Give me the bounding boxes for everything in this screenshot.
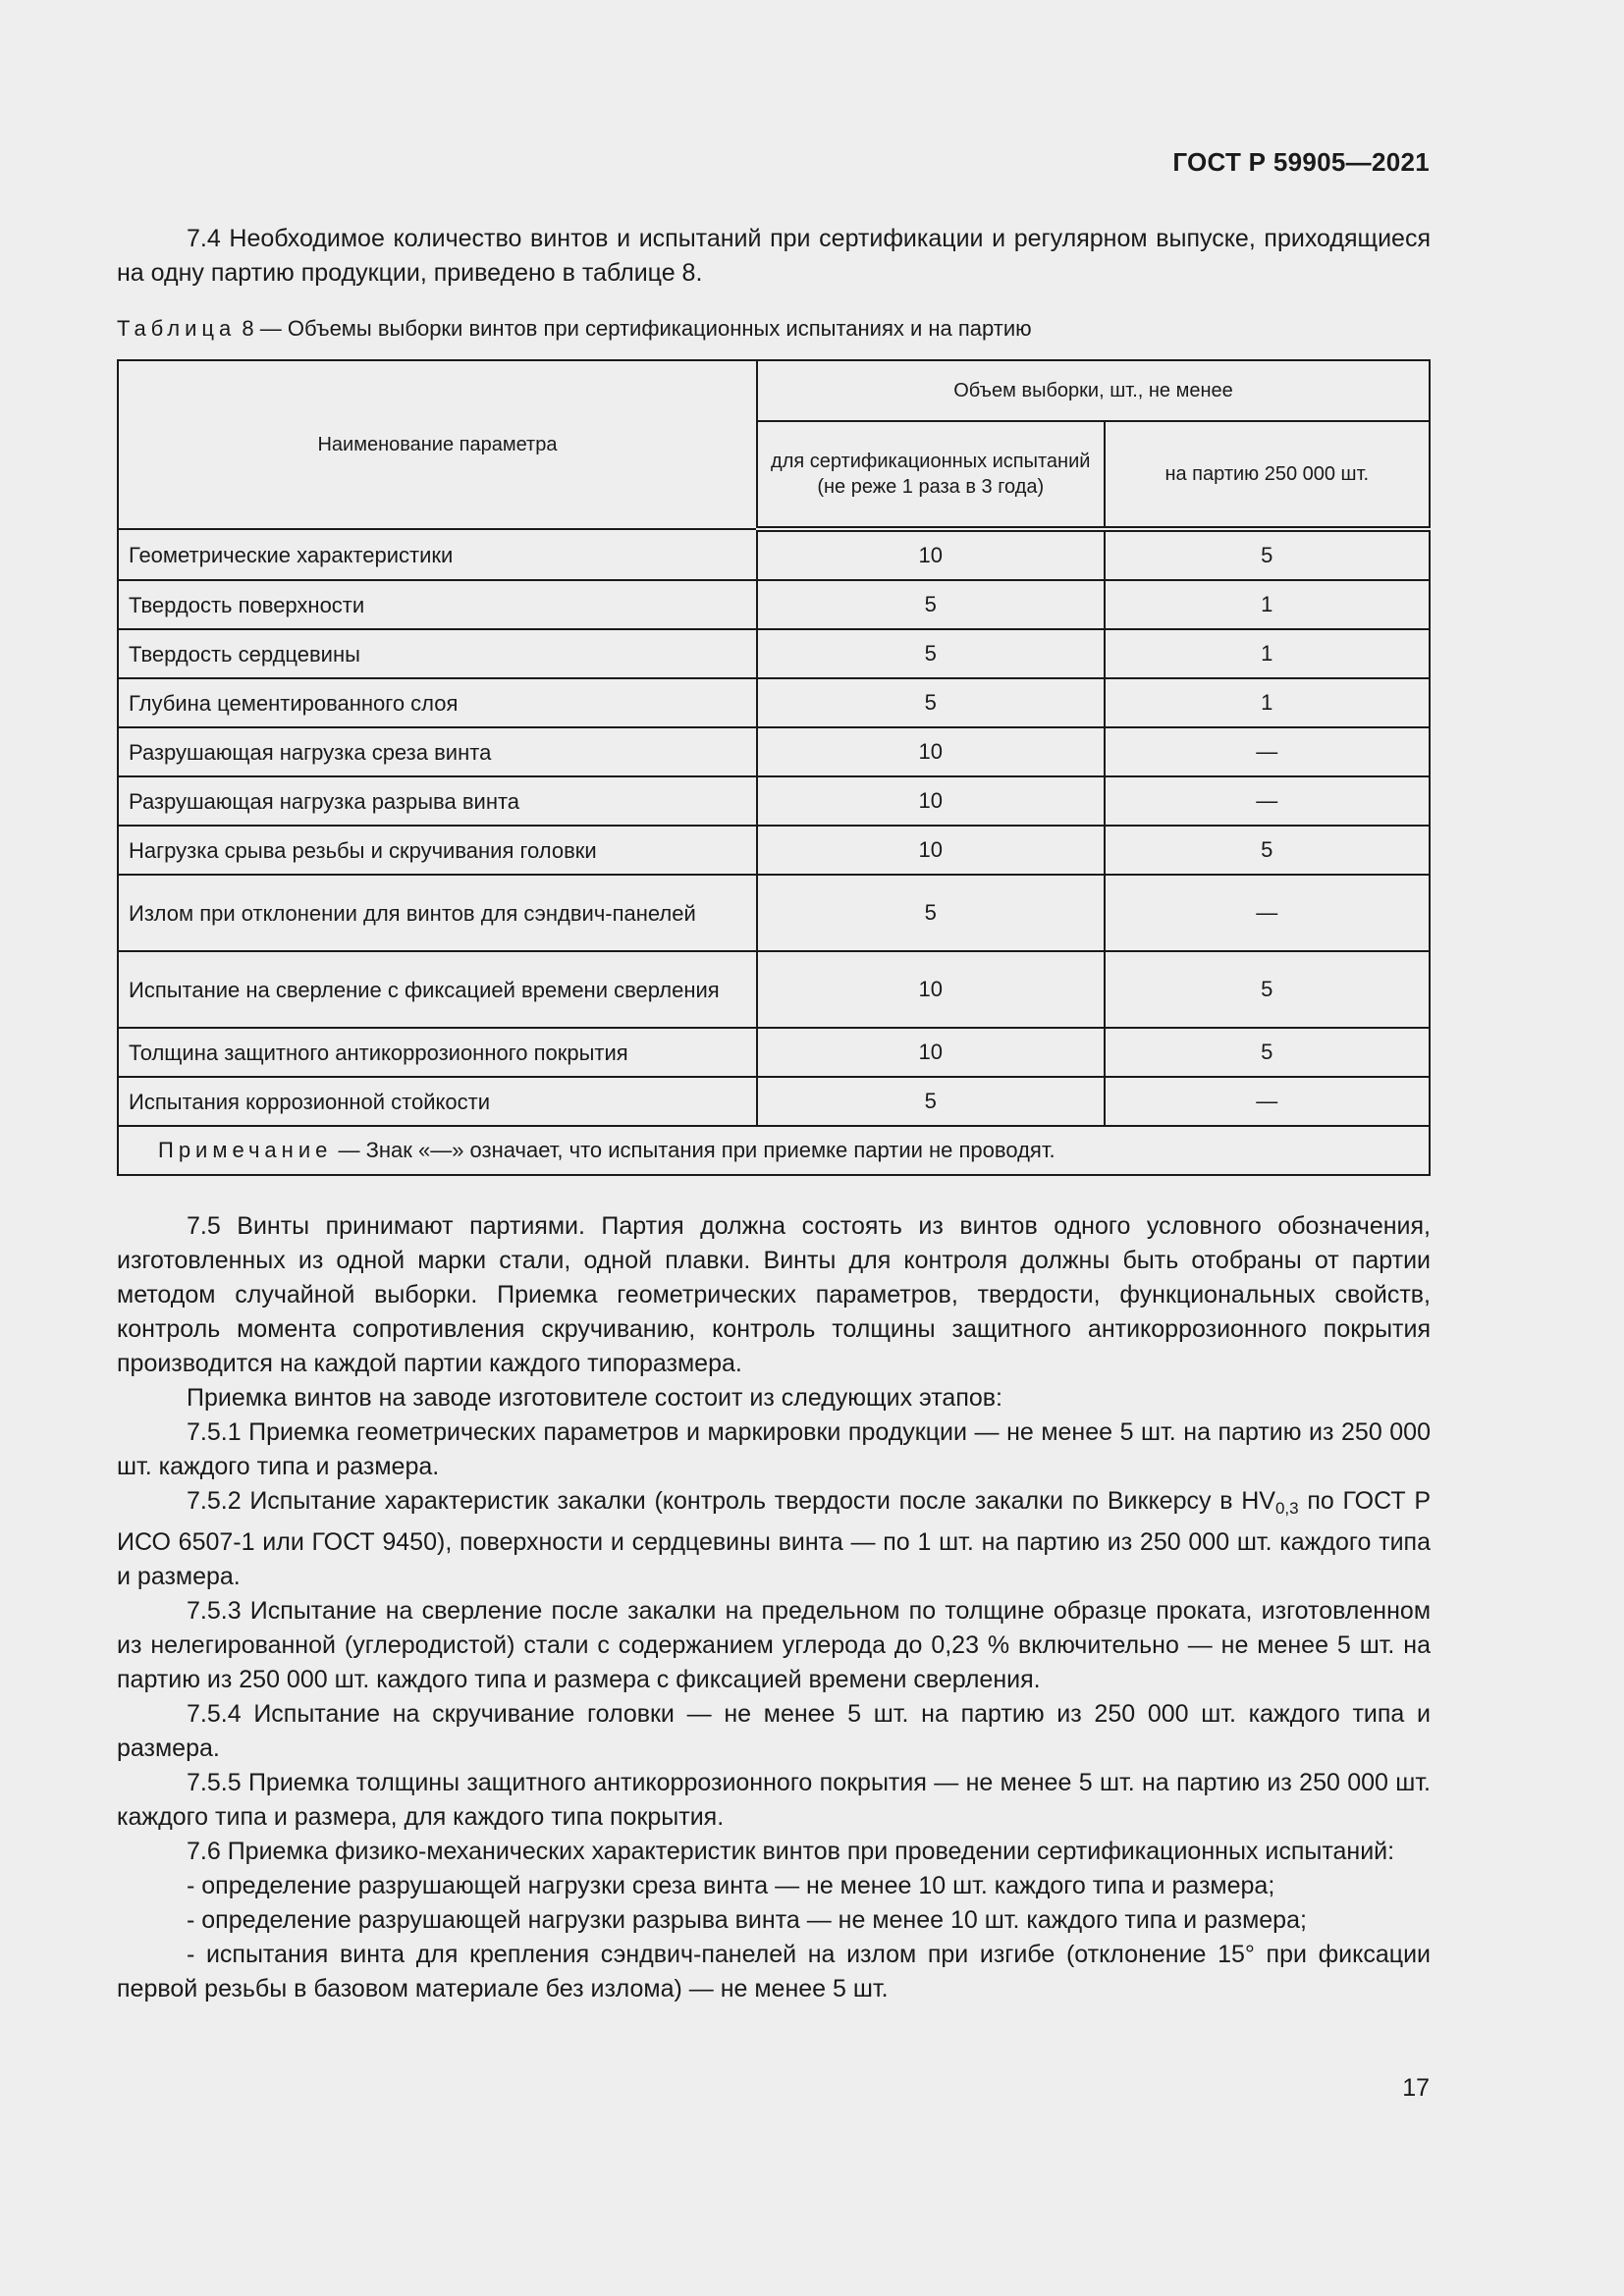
row-name: Твердость поверхности — [118, 580, 757, 629]
table-caption-label: Таблица — [117, 316, 237, 341]
table-row — [118, 776, 1430, 826]
row-cert-value: 10 — [757, 1028, 1105, 1077]
table-row — [118, 1077, 1430, 1126]
table-row — [118, 875, 1430, 951]
row-batch-value: 1 — [1105, 629, 1430, 678]
table-row — [118, 826, 1430, 875]
row-batch-value: 5 — [1105, 826, 1430, 875]
sample-size-table — [117, 359, 1431, 1176]
row-batch-value: — — [1105, 727, 1430, 776]
row-batch-value: 5 — [1105, 1028, 1430, 1077]
row-cert-value: 5 — [757, 580, 1105, 629]
row-cert-value: 5 — [757, 875, 1105, 951]
row-name: Глубина цементированного слоя — [118, 678, 757, 727]
row-name: Нагрузка срыва резьбы и скручивания головки — [118, 826, 757, 875]
table-row — [118, 580, 1430, 629]
note-text: — Знак «—» означает, что испытания при приемке партии не проводят. — [332, 1138, 1056, 1162]
row-name: Испытание на сверление с фиксацией времени сверления — [118, 951, 757, 1028]
table-caption-text: 8 — Объемы выборки винтов при сертификационных испытаниях и на партию — [236, 316, 1032, 341]
table-row — [118, 529, 1430, 580]
row-name: Геометрические характеристики — [118, 529, 757, 580]
row-cert-value: 10 — [757, 776, 1105, 826]
row-cert-value: 10 — [757, 529, 1105, 580]
intro-section — [117, 222, 1431, 291]
row-name: Испытания коррозионной стойкости — [118, 1077, 757, 1126]
table-row — [118, 678, 1430, 727]
table-row — [118, 727, 1430, 776]
list-item: - испытания винта для крепления сэндвич-панелей на излом при изгибе (отклонение 15° при фиксации первой резьбы в базовом материале без излома) — не менее 5 шт. — [117, 1941, 1431, 2002]
note-label: Примечание — [158, 1138, 333, 1162]
paragraph-7-5-5: 7.5.5 Приемка толщины защитного антикоррозионного покрытия — не менее 5 шт. на партию из 250 000 шт. каждого типа и размера, для каждого типа покрытия. — [117, 1769, 1431, 1831]
row-name: Разрушающая нагрузка разрыва винта — [118, 776, 757, 826]
paragraph-stages: Приемка винтов на заводе изготовителе состоит из следующих этапов: — [187, 1384, 1002, 1412]
row-batch-value: — — [1105, 875, 1430, 951]
table-note-row — [118, 1126, 1430, 1175]
hv-subscript: 0,3 — [1274, 1499, 1299, 1518]
header-sample-size: Объем выборки, шт., не менее — [757, 360, 1430, 421]
row-cert-value: 10 — [757, 727, 1105, 776]
paragraph-7-5-2 — [117, 1484, 1431, 1594]
table-caption — [117, 316, 1032, 342]
paragraph-7-5: 7.5 Винты принимают партиями. Партия должна состоять из винтов одного условного обозначения, изготовленных из одной марки стали, одной плавки. Винты для контроля должны быть отобраны от партии методом случайной выборки. Приемка геометрических параметров, твердости, функциональных свойств, контроль момента сопротивления скручиванию, контроль толщины защитного антикоррозионного покрытия производится на каждой партии каждого типоразмера. — [117, 1212, 1431, 1377]
table-note — [118, 1126, 1430, 1175]
paragraph-7-5-2-end: по ГОСТ Р ИСО 6507-1 или ГОСТ 9450), поверхности и сердцевины винта — по 1 шт. на партию из 250 000 шт. каждого типа и размера. — [117, 1487, 1431, 1590]
table-header-row-1 — [118, 360, 1430, 421]
paragraph-7-5-4: 7.5.4 Испытание на скручивание головки — не менее 5 шт. на партию из 250 000 шт. каждого типа и размера. — [117, 1700, 1431, 1762]
row-cert-value: 5 — [757, 678, 1105, 727]
row-batch-value: 5 — [1105, 951, 1430, 1028]
paragraph-7-5-3: 7.5.3 Испытание на сверление после закалки на предельном по толщине образце проката, изготовленном из нелегированной (углеродистой) стали с содержанием углерода до 0,23 % включительно — не менее 5 шт. на партию из 250 000 шт. каждого типа и размера с фиксацией времени сверления. — [117, 1597, 1431, 1693]
row-batch-value: 1 — [1105, 580, 1430, 629]
row-cert-value: 5 — [757, 1077, 1105, 1126]
row-batch-value: 5 — [1105, 529, 1430, 580]
header-certification: для сертификационных испытаний (не реже 1 раза в 3 года) — [757, 421, 1105, 529]
list-item: - определение разрушающей нагрузки разрыва винта — не менее 10 шт. каждого типа и размера; — [187, 1906, 1307, 1934]
paragraph-7-4: 7.4 Необходимое количество винтов и испытаний при сертификации и регулярном выпуске, приходящиеся на одну партию продукции, приведено в таблице 8. — [117, 225, 1431, 287]
row-name: Толщина защитного антикоррозионного покрытия — [118, 1028, 757, 1077]
row-name: Разрушающая нагрузка среза винта — [118, 727, 757, 776]
row-cert-value: 10 — [757, 826, 1105, 875]
paragraph-7-6: 7.6 Приемка физико-механических характеристик винтов при проведении сертификационных испытаний: — [187, 1838, 1395, 1865]
row-name: Твердость сердцевины — [118, 629, 757, 678]
table-row — [118, 1028, 1430, 1077]
row-batch-value: 1 — [1105, 678, 1430, 727]
row-batch-value: — — [1105, 1077, 1430, 1126]
paragraph-7-5-2-start: 7.5.2 Испытание характеристик закалки (контроль твердости после закалки по Виккерсу в HV — [187, 1487, 1275, 1515]
header-param-name: Наименование параметра — [118, 360, 757, 529]
header-batch: на партию 250 000 шт. — [1105, 421, 1430, 529]
table-row — [118, 951, 1430, 1028]
row-name: Излом при отклонении для винтов для сэндвич-панелей — [118, 875, 757, 951]
main-text — [117, 1209, 1431, 2006]
page-number: 17 — [1402, 2074, 1430, 2102]
list-item: - определение разрушающей нагрузки среза винта — не менее 10 шт. каждого типа и размера; — [187, 1872, 1275, 1899]
row-cert-value: 10 — [757, 951, 1105, 1028]
row-cert-value: 5 — [757, 629, 1105, 678]
table-row — [118, 629, 1430, 678]
document-code: ГОСТ Р 59905—2021 — [1172, 147, 1430, 177]
row-batch-value: — — [1105, 776, 1430, 826]
paragraph-7-5-1: 7.5.1 Приемка геометрических параметров и маркировки продукции — не менее 5 шт. на партию из 250 000 шт. каждого типа и размера. — [117, 1418, 1431, 1480]
